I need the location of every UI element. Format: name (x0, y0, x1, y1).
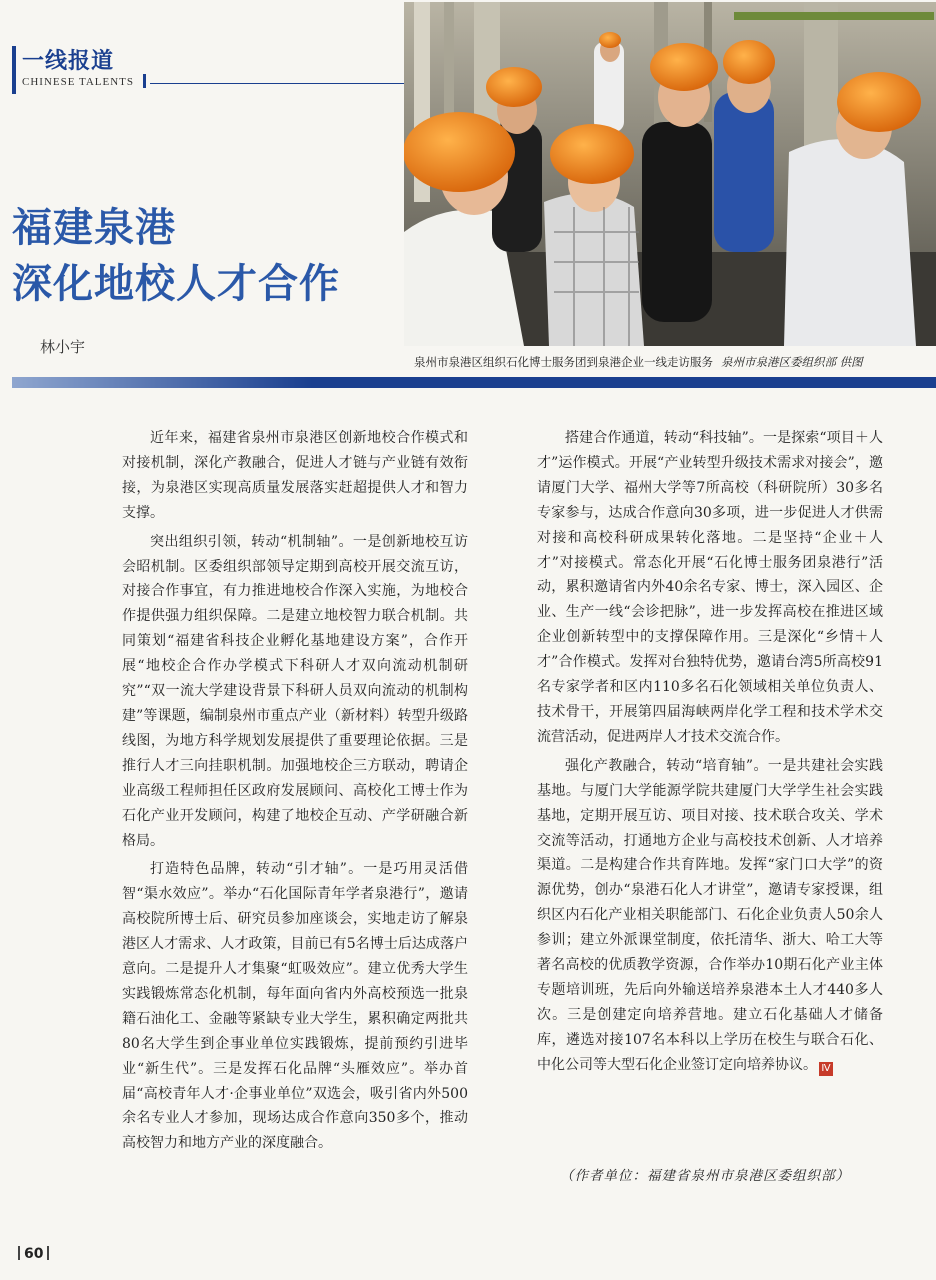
article-paragraph-3: 打造特色品牌，转动“引才轴”。一是巧用灵活借智“渠水效应”。举办“石化国际青年学者泉港行”，邀请高校院所博士后、研究员参加座谈会，实地走访了解泉港区人才需求、人才政策，目前已有5名博士后达成落户意向。二是提升人才集聚“虹吸效应”。建立优秀大学生实践锻炼常态化机制，每年面向省内外高校预选一批泉籍石油化工、金融等紧缺专业大学生，累积确定两批共80名大学生到企事业单位实践锻炼，提前预约引进毕业“新生代”。三是发挥石化品牌“头雁效应”。举办首届“高校青年人才·企事业单位”双选会，吸引省内外500余名专业人才参加，现场达成合作意向350多个，推动高校智力和地方产业的深度融合。 (122, 861, 468, 1152)
page-number-bar-left (18, 1246, 20, 1260)
article-paragraph-5-text: 强化产教融合，转动“培育轴”。一是共建社会实践基地。与厦门大学能源学院共建厦门大学学生社会实践基地，定期开展互访、项目对接、技术联合攻关、学术交流等活动，打通地方企业与高校技术创新、人才培养渠道。二是构建合作共育阵地。发挥“家门口大学”的资源优势，创办“泉港石化人才讲堂”，邀请专家授课，组织区内石化产业相关职能部门、石化企业负责人50余人参训；建立外派课堂制度，依托清华、浙大、哈工大等著名高校的优质教学资源，合作举办10期石化产业主体专题培训班，先后向外输送培养泉港本土人才440多人次。三是创建定向培养营地。建立石化基础人才储备库，遴选对接107名本科以上学历在校生与联合石化、中化公司等大型石化企业签订定向培养协议。 (537, 757, 883, 1073)
photo-credit: 泉州市泉港区委组织部 供图 (721, 355, 863, 369)
article-title-line-2: 深化地校人才合作 (12, 261, 340, 307)
article-paragraph-5 (537, 754, 883, 1078)
page-number (14, 1246, 53, 1262)
article-column-right (537, 426, 883, 1082)
article-author: 林小宇 (40, 338, 86, 356)
article-column-left (122, 426, 468, 1160)
photo-caption-text: 泉州市泉港区组织石化博士服务团到泉港企业一线走访服务 (414, 355, 713, 369)
page-number-bar-right (47, 1246, 49, 1260)
article-paragraph-4: 搭建合作通道，转动“科技轴”。一是探索“项目＋人才”运作模式。开展“产业转型升级技术需求对接会”，邀请厦门大学、福州大学等7所高校（科研院所）30多名专家参与，达成合作意向30多项，进一步促进人才供需对接和高校科研成果转化落地。二是坚持“企业＋人才”对接模式。常态化开展“石化博士服务团泉港行”活动，累积邀请省内外40余名专家、博士，深入园区、企业、生产一线“会诊把脉”，进一步发挥高校在推进区域企业创新转型中的支撑保障作用。三是深化“乡情＋人才”合作模式。发挥对台独特优势，邀请台湾5所高校91名专家学者和区内110多名石化领域相关单位负责人、技术骨干，开展第四届海峡两岸化学工程和技术学术交流营活动，促进两岸人才技术交流合作。 (537, 430, 883, 745)
article-title-line-1: 福建泉港 (12, 205, 176, 251)
article-photo (404, 2, 936, 346)
section-subtitle: CHINESE TALENTS (22, 76, 134, 88)
article-title (12, 200, 340, 312)
page-number-text: 60 (24, 1246, 44, 1262)
article-paragraph-1: 近年来，福建省泉州市泉港区创新地校合作模式和对接机制，深化产教融合，促进人才链与产业链有效衔接，为泉港区实现高质量发展落实赶超提供人才和智力支撑。 (122, 430, 468, 521)
section-accent-bar (12, 46, 16, 94)
section-divider-mark (143, 74, 146, 88)
end-of-article-mark-icon: Ⅳ (819, 1062, 833, 1076)
photo-illustration (404, 2, 936, 346)
article-header (0, 0, 400, 380)
section-title: 一线报道 (22, 49, 115, 74)
article-paragraph-2: 突出组织引领，转动“机制轴”。一是创新地校互访会昭机制。区委组织部领导定期到高校开展交流互访，对接合作事宜，有力推进地校合作深入实施，为地校合作提供强力组织保障。二是建立地校智力联合机制。共同策划“福建省科技企业孵化基地建设方案”，合作开展“地校企合作办学模式下科研人才双向流动机制研究”“双一流大学建设背景下科研人员双向流动的机制构建”等课题，编制泉州市重点产业（新材料）转型升级路线图，为地方科学规划发展提供了重要理论依据。三是推行人才三向挂职机制。加强地校企三方联动，聘请企业高级工程师担任区政府发展顾问、高校化工博士作为石化产业开发顾问，构建了地校企互动、产学研融合新格局。 (122, 533, 468, 849)
section-rule (150, 83, 404, 84)
author-affiliation: （作者单位：福建省泉州市泉港区委组织部） (560, 1168, 850, 1184)
photo-caption (414, 354, 934, 370)
header-band-gradient (12, 377, 312, 388)
